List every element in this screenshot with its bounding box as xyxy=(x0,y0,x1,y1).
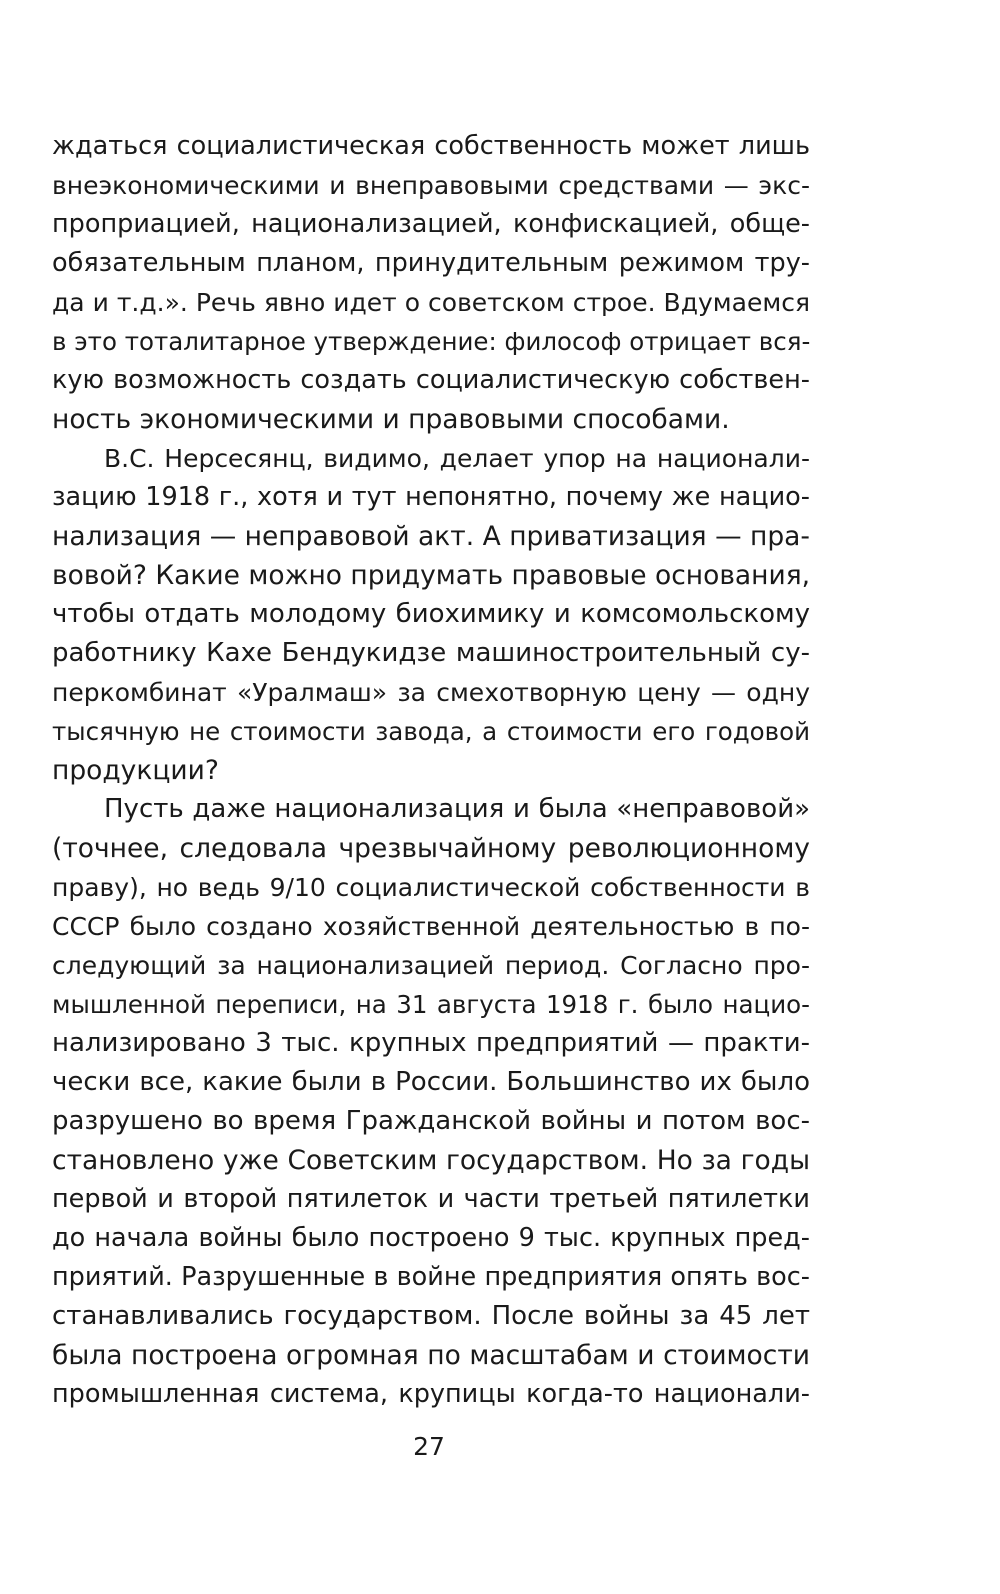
text-line: становлено уже Советским государством. Но за годы xyxy=(52,1145,810,1176)
text-line: тысячную не стоимости завода, а стоимости его годовой xyxy=(52,717,810,746)
text-line: Пусть даже национализация и была «неправовой» xyxy=(104,794,810,824)
text-line: праву), но ведь 9/10 социалистической собственности в xyxy=(52,873,810,902)
text-line: В.С. Нерсесянц, видимо, делает упор на национали- xyxy=(104,444,810,473)
page-number: 27 xyxy=(413,1432,445,1461)
text-line: да и т.д.». Речь явно идет о советском строе. Вдумаемся xyxy=(52,288,810,317)
text-line: кую возможность создать социалистическую собствен- xyxy=(52,365,810,395)
text-line: следующий за национализацией период. Согласно про- xyxy=(52,951,810,980)
text-line: перкомбинат «Уралмаш» за смехотворную цену — одну xyxy=(52,678,810,707)
text-line: обязательным планом, принудительным режимом тру- xyxy=(52,248,810,278)
text-line: вовой? Какие можно придумать правовые основания, xyxy=(52,560,810,591)
text-line: продукции? xyxy=(52,755,219,786)
text-line: проприацией, национализацией, конфискацией, обще- xyxy=(52,209,810,239)
text-line: зацию 1918 г., хотя и тут непонятно, почему же нацио- xyxy=(52,482,810,512)
text-line: приятий. Разрушенные в войне предприятия опять вос- xyxy=(52,1262,810,1292)
text-line: ность экономическими и правовыми способами. xyxy=(52,404,730,435)
paragraph-2 xyxy=(52,439,810,790)
text-line: нализировано 3 тыс. крупных предприятий — практи- xyxy=(52,1028,810,1058)
text-line: работнику Кахе Бендукидзе машиностроительный су- xyxy=(52,638,810,668)
text-line: СССР было создано хозяйственной деятельностью в по- xyxy=(52,912,810,941)
text-line: первой и второй пятилеток и части третьей пятилетки xyxy=(52,1184,810,1214)
text-line: мышленной переписи, на 31 августа 1918 г. было нацио- xyxy=(52,990,810,1019)
text-line: разрушено во время Гражданской войны и потом вос- xyxy=(52,1106,810,1136)
text-line: ждаться социалистическая собственность может лишь xyxy=(52,131,810,161)
text-line: (точнее, следовала чрезвычайному революционному xyxy=(52,833,810,864)
text-line: чтобы отдать молодому биохимику и комсомольскому xyxy=(52,599,810,629)
text-line: до начала войны было построено 9 тыс. крупных пред- xyxy=(52,1223,810,1253)
text-line: в это тоталитарное утверждение: философ отрицает вся- xyxy=(52,327,810,356)
paragraph-1 xyxy=(52,127,810,439)
text-line: внеэкономическими и внеправовыми средствами — экс- xyxy=(52,171,810,200)
text-line: станавливались государством. После войны за 45 лет xyxy=(52,1301,810,1331)
body-text xyxy=(52,127,810,1414)
text-line: чески все, какие были в России. Большинство их было xyxy=(52,1067,810,1097)
text-line: была построена огромная по масштабам и стоимости xyxy=(52,1340,810,1371)
text-line: промышленная система, крупицы когда-то национали- xyxy=(52,1379,810,1409)
text-line: нализация — неправовой акт. А приватизация — пра- xyxy=(52,521,810,552)
paragraph-3 xyxy=(52,790,810,1414)
